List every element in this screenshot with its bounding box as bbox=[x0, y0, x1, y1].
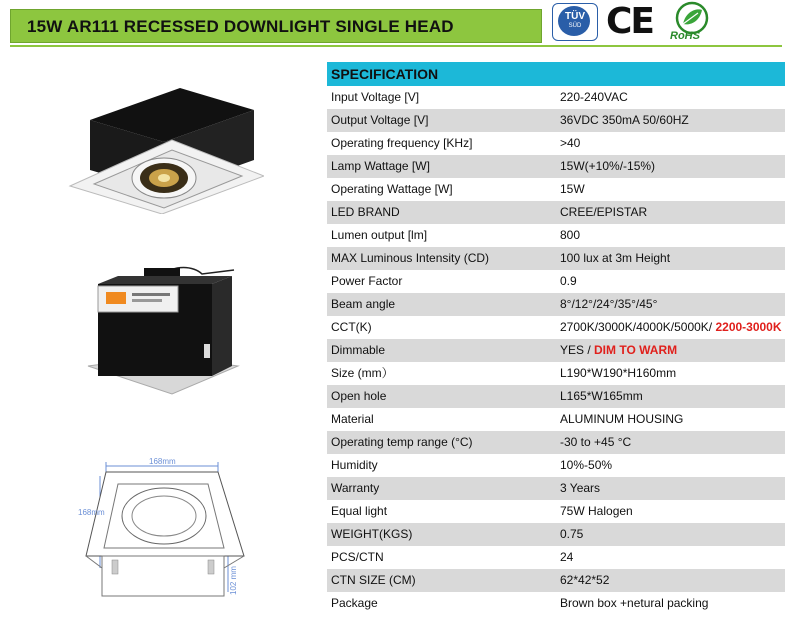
title-divider bbox=[10, 45, 782, 47]
spec-value-text: 10%-50% bbox=[560, 458, 613, 472]
spec-value-text: >40 bbox=[560, 136, 581, 150]
page-title: 15W AR111 RECESSED DOWNLIGHT SINGLE HEAD bbox=[27, 17, 454, 36]
spec-value-text: L190*W190*H160mm bbox=[560, 366, 677, 380]
spec-row bbox=[327, 477, 785, 500]
spec-row bbox=[327, 293, 785, 316]
spec-row bbox=[327, 155, 785, 178]
height-dimension-label: 168mm bbox=[78, 508, 105, 517]
spec-value bbox=[556, 477, 785, 500]
spec-label: Size (mm） bbox=[327, 362, 556, 385]
spec-row bbox=[327, 247, 785, 270]
spec-row bbox=[327, 431, 785, 454]
spec-value-text: 8°/12°/24°/35°/45° bbox=[560, 297, 658, 311]
spec-value bbox=[556, 270, 785, 293]
spec-value bbox=[556, 339, 785, 362]
spec-value bbox=[556, 408, 785, 431]
spec-value bbox=[556, 109, 785, 132]
spec-label: CCT(K) bbox=[327, 316, 556, 339]
spec-value-text: 0.9 bbox=[560, 274, 577, 288]
spec-row bbox=[327, 362, 785, 385]
spec-row bbox=[327, 569, 785, 592]
spec-label: Warranty bbox=[327, 477, 556, 500]
spec-label: Lamp Wattage [W] bbox=[327, 155, 556, 178]
spec-value-text: 15W bbox=[560, 182, 585, 196]
spec-label: Humidity bbox=[327, 454, 556, 477]
width-dimension-label: 168mm bbox=[149, 457, 176, 466]
spec-value bbox=[556, 86, 785, 109]
spec-value bbox=[556, 546, 785, 569]
tuv-sud-logo bbox=[552, 3, 598, 41]
spec-value bbox=[556, 247, 785, 270]
spec-value-text: 2700K/3000K/4000K/5000K/ bbox=[560, 320, 716, 334]
spec-row bbox=[327, 316, 785, 339]
spec-label: Operating Wattage [W] bbox=[327, 178, 556, 201]
spec-value-text: 800 bbox=[560, 228, 581, 242]
spec-label: Operating temp range (°C) bbox=[327, 431, 556, 454]
spec-value-text: YES / bbox=[560, 343, 595, 357]
spec-label: Material bbox=[327, 408, 556, 431]
spec-value-text: 62*42*52 bbox=[560, 573, 610, 587]
spec-row bbox=[327, 178, 785, 201]
spec-value bbox=[556, 500, 785, 523]
tuv-logo-subtext: SÜD bbox=[568, 23, 582, 29]
depth-dimension-label: 102 mm bbox=[229, 566, 238, 595]
spec-value-highlight: DIM TO WARM bbox=[594, 343, 678, 357]
spec-value-text: L165*W165mm bbox=[560, 389, 643, 403]
spec-value bbox=[556, 362, 785, 385]
spec-row bbox=[327, 385, 785, 408]
spec-row bbox=[327, 523, 785, 546]
spec-label: Lumen output [lm] bbox=[327, 224, 556, 247]
spec-value bbox=[556, 523, 785, 546]
product-photo-front bbox=[68, 82, 264, 219]
spec-label: Dimmable bbox=[327, 339, 556, 362]
spec-value-text: 100 lux at 3m Height bbox=[560, 251, 671, 265]
spec-value-text: ALUMINUM HOUSING bbox=[560, 412, 684, 426]
spec-label: Equal light bbox=[327, 500, 556, 523]
spec-value-text: -30 to +45 °C bbox=[560, 435, 632, 449]
spec-value bbox=[556, 201, 785, 224]
spec-value-text: 15W(+10%/-15%) bbox=[560, 159, 656, 173]
spec-value bbox=[556, 224, 785, 247]
spec-row bbox=[327, 454, 785, 477]
spec-row bbox=[327, 201, 785, 224]
spec-value bbox=[556, 316, 785, 339]
spec-value-highlight: 2200-3000K bbox=[715, 320, 782, 334]
spec-label: Power Factor bbox=[327, 270, 556, 293]
spec-value bbox=[556, 293, 785, 316]
title-bar bbox=[10, 9, 542, 43]
spec-value-text: CREE/EPISTAR bbox=[560, 205, 648, 219]
spec-value bbox=[556, 155, 785, 178]
spec-row bbox=[327, 408, 785, 431]
spec-label: WEIGHT(KGS) bbox=[327, 523, 556, 546]
spec-value-text: 24 bbox=[560, 550, 574, 564]
spec-row bbox=[327, 339, 785, 362]
spec-value-text: 220-240VAC bbox=[560, 90, 628, 104]
spec-value bbox=[556, 431, 785, 454]
spec-label: Open hole bbox=[327, 385, 556, 408]
spec-row bbox=[327, 86, 785, 109]
spec-label: MAX Luminous Intensity (CD) bbox=[327, 247, 556, 270]
specification-table bbox=[327, 62, 785, 615]
spec-row bbox=[327, 109, 785, 132]
tuv-logo-text: TÜV bbox=[565, 11, 585, 22]
spec-value-text: 36VDC 350mA 50/60HZ bbox=[560, 113, 689, 127]
spec-label: PCS/CTN bbox=[327, 546, 556, 569]
spec-label: CTN SIZE (CM) bbox=[327, 569, 556, 592]
spec-row bbox=[327, 270, 785, 293]
spec-header-row bbox=[327, 62, 785, 86]
product-photo-back bbox=[84, 262, 244, 403]
spec-label: Package bbox=[327, 592, 556, 615]
spec-value bbox=[556, 569, 785, 592]
dimension-drawing bbox=[78, 452, 248, 605]
ce-logo: CE bbox=[606, 1, 654, 42]
spec-value-text: 0.75 bbox=[560, 527, 584, 541]
spec-label: Output Voltage [V] bbox=[327, 109, 556, 132]
spec-value bbox=[556, 178, 785, 201]
spec-value bbox=[556, 385, 785, 408]
rohs-logo-text: RoHS bbox=[670, 30, 700, 42]
spec-heading: SPECIFICATION bbox=[327, 62, 785, 86]
spec-label: LED BRAND bbox=[327, 201, 556, 224]
spec-row bbox=[327, 546, 785, 569]
spec-label: Operating frequency [KHz] bbox=[327, 132, 556, 155]
spec-label: Beam angle bbox=[327, 293, 556, 316]
spec-value bbox=[556, 592, 785, 615]
spec-row bbox=[327, 592, 785, 615]
spec-row bbox=[327, 132, 785, 155]
spec-value bbox=[556, 454, 785, 477]
spec-label: Input Voltage [V] bbox=[327, 86, 556, 109]
spec-value-text: Brown box +netural packing bbox=[560, 596, 709, 610]
spec-row bbox=[327, 500, 785, 523]
spec-row bbox=[327, 224, 785, 247]
spec-value-text: 75W Halogen bbox=[560, 504, 633, 518]
spec-value bbox=[556, 132, 785, 155]
rohs-logo bbox=[668, 0, 716, 44]
spec-value-text: 3 Years bbox=[560, 481, 601, 495]
